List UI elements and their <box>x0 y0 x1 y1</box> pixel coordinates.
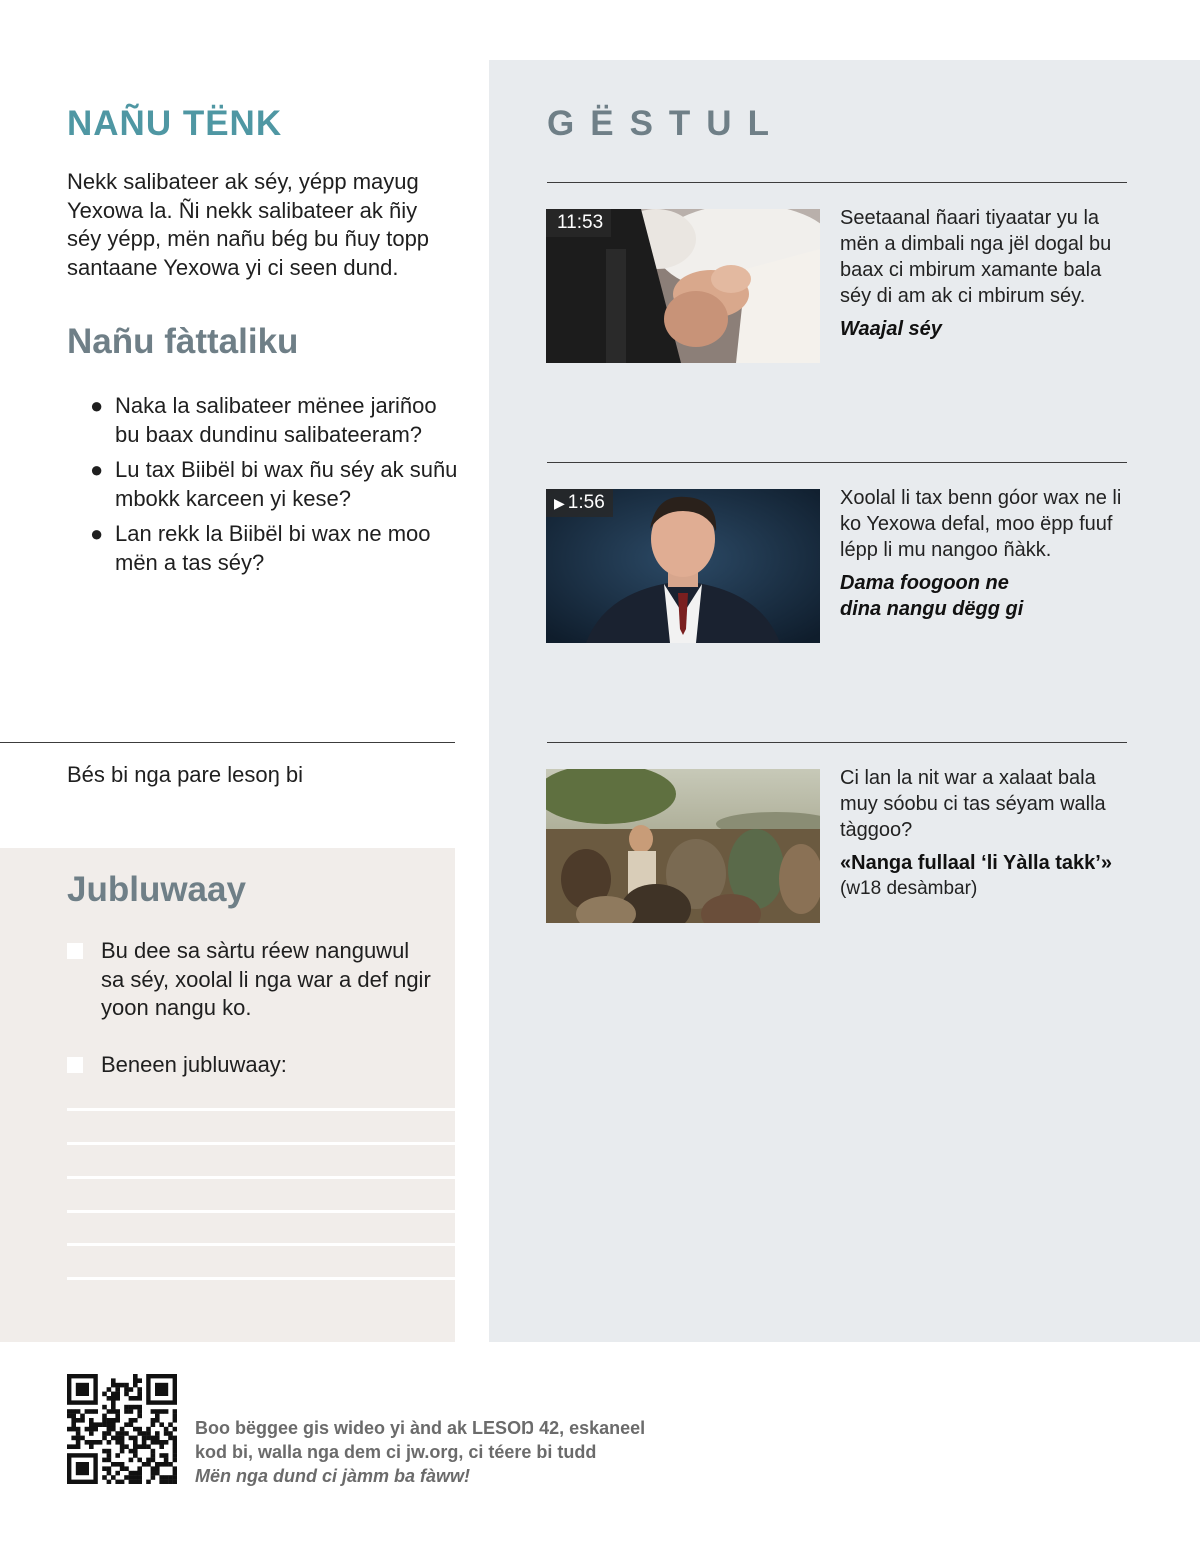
bullet-icon: ● <box>90 393 104 418</box>
summary-text: Nekk salibateer ak séy, yépp mayug Yexowa la. Ñi nekk salibateer ak ñiy séy yépp, mën nañu bég bu ñuy topp santaane Yexowa yi ci seen dund. <box>67 169 430 280</box>
footer-note <box>195 1416 645 1488</box>
qr-code-icon[interactable] <box>67 1374 177 1484</box>
explore-title: GËSTUL <box>547 104 785 143</box>
summary-title: NAÑU TËNK <box>67 104 283 143</box>
video-description: Xoolal li tax benn góor wax ne li ko Yexowa defal, moo ëpp fuuf lépp li mu nangoo ñàkk. <box>840 487 1122 561</box>
video-link[interactable] <box>840 570 1125 622</box>
video-thumbnail[interactable] <box>546 209 820 363</box>
crowd-painting-image <box>546 769 820 923</box>
goal-panel <box>0 848 455 1342</box>
article-citation: (w18 desàmbar) <box>840 878 978 899</box>
video-thumbnail[interactable] <box>546 489 820 643</box>
article-thumbnail[interactable] <box>546 769 820 923</box>
checkbox-icon[interactable] <box>67 1057 83 1073</box>
video-description: Seetaanal ñaari tiyaatar yu la mën a dimbali nga jël dogal bu baax ci mbirum xamante bala séy di am ak ci mbirum séy. <box>840 207 1112 307</box>
writing-line[interactable] <box>67 1176 455 1179</box>
article-link[interactable] <box>840 850 1125 876</box>
goal-item[interactable] <box>67 1051 437 1080</box>
review-question <box>90 520 460 577</box>
review-title: Nañu fàttaliku <box>67 322 299 361</box>
duration-badge <box>546 489 613 517</box>
footer-book-title[interactable]: Mën nga dund ci jàmm ba fàww! <box>195 1466 471 1486</box>
goal-title: Jubluwaay <box>67 870 246 909</box>
goal-item-text: Beneen jubluwaay: <box>101 1052 287 1077</box>
divider <box>0 742 455 743</box>
divider <box>547 182 1127 183</box>
goal-item-text: Bu dee sa sàrtu réew nanguwul sa séy, xoolal li nga war a def ngir yoon nangu ko. <box>101 938 431 1020</box>
goal-item[interactable] <box>67 937 437 1023</box>
divider <box>547 462 1127 463</box>
duration-text: 1:56 <box>567 492 605 513</box>
duration-text: 11:53 <box>557 212 604 233</box>
writing-line[interactable] <box>67 1210 455 1213</box>
footer-line: Boo bëggee gis wideo yi ànd ak LESOŊ 42, eskaneel <box>195 1418 646 1438</box>
review-question <box>90 456 460 513</box>
bullet-icon: ● <box>90 457 104 482</box>
footer-line: kod bi, walla nga dem ci jw.org, ci téere bi tudd <box>195 1442 597 1462</box>
video-link-text: Waajal séy <box>840 318 942 340</box>
review-list <box>90 392 460 584</box>
article-link-text: «Nanga fullaal ‘li Yàlla takk’» <box>840 852 1112 874</box>
duration-badge <box>546 209 611 237</box>
article-description: Ci lan la nit war a xalaat bala muy sóobu ci tas séyam walla tàggoo? <box>840 767 1106 841</box>
writing-line[interactable] <box>67 1142 455 1145</box>
review-question-text: Naka la salibateer mënee jariñoo bu baax dundinu salibateeram? <box>115 393 437 447</box>
completion-date-label: Bés bi nga pare lesoŋ bi <box>67 762 304 787</box>
video-link-text: dina nangu dëgg gi <box>840 598 1024 620</box>
writing-line[interactable] <box>67 1277 455 1280</box>
review-question-text: Lu tax Biibël bi wax ñu séy ak suñu mbokk karceen yi kese? <box>115 457 458 511</box>
divider <box>547 742 1127 743</box>
play-icon: ▶ <box>554 495 565 511</box>
review-question-text: Lan rekk la Biibël bi wax ne moo mën a tas séy? <box>115 521 431 575</box>
video-link[interactable] <box>840 316 1125 342</box>
writing-line[interactable] <box>67 1108 455 1111</box>
video-link-text: Dama foogoon ne <box>840 572 1009 594</box>
writing-line[interactable] <box>67 1243 455 1246</box>
bullet-icon: ● <box>90 521 104 546</box>
review-question <box>90 392 460 449</box>
checkbox-icon[interactable] <box>67 943 83 959</box>
